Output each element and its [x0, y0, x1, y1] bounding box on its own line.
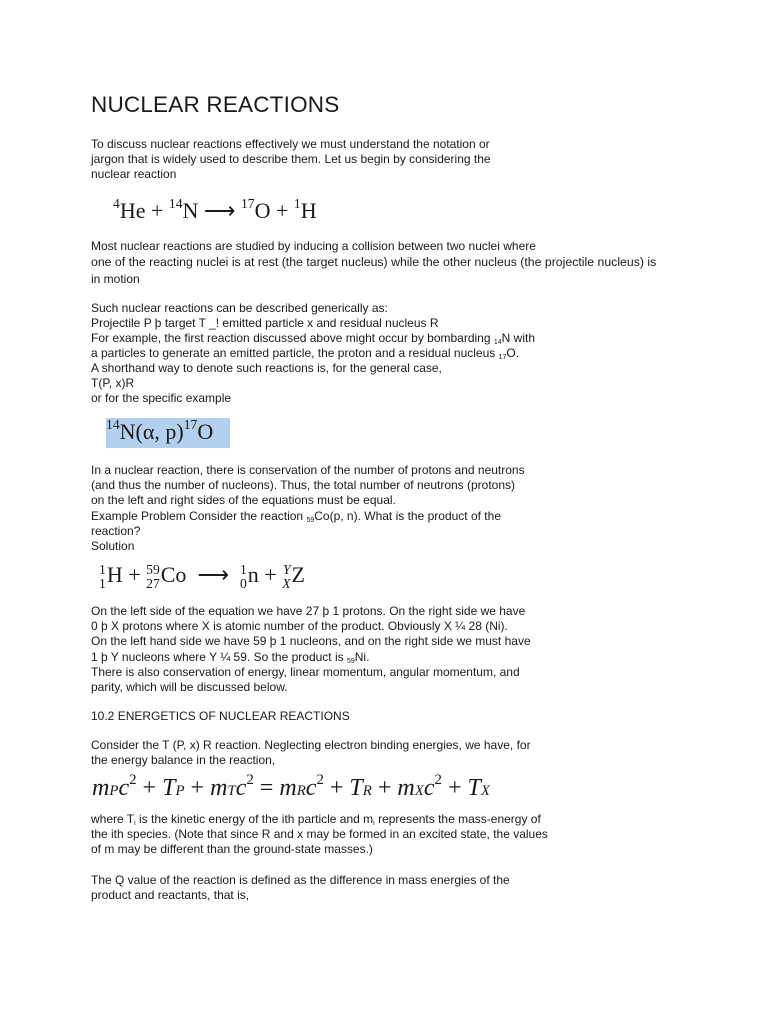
paragraph-line: To discuss nuclear reactions effectively we must understand the notation or: [91, 137, 490, 151]
operator: +: [150, 198, 164, 223]
equation-reaction: [113, 195, 317, 224]
paragraph-line: Consider the T (P, x) R reaction. Neglecting electron binding energies, we have, for: [91, 738, 531, 752]
paragraph-line: in motion: [91, 272, 140, 286]
paragraph-line: product and reactants, that is,: [91, 888, 250, 902]
equation-energy-balance: mPc$^2$ + TP + mTc$^2$ = mRc$^2$ + TR + mXc$^2$ + TX: [92, 771, 490, 801]
paragraph-line: Solution: [91, 539, 135, 553]
equation-shorthand: [106, 416, 214, 445]
paragraph-line: Projectile P þ target T _! emitted particle x and residual nucleus R: [91, 316, 439, 330]
element-symbol: O: [254, 198, 271, 223]
paragraph-line: the ith species. (Note that since R and x may be formed in an excited state, the values: [91, 827, 548, 841]
paragraph-line: In a nuclear reaction, there is conservation of the number of protons and neutrons: [91, 463, 525, 477]
element-symbol: N: [182, 198, 199, 223]
paragraph-line: T(P, x)R: [91, 376, 135, 390]
mass-number: 17: [240, 195, 255, 211]
paragraph-line: parity, which will be discussed below.: [91, 680, 288, 694]
paragraph-line: reaction?: [91, 524, 141, 538]
paragraph-line: of m may be different than the ground-state masses.): [91, 842, 373, 856]
paragraph-line: one of the reacting nuclei is at rest (the target nucleus) while the other nucleus (the projectile nucleus) is: [91, 255, 657, 269]
paragraph-line: a particles to generate an emitted particle, the proton and a residual nucleus $_{17}$O.: [91, 346, 520, 361]
paragraph-line: nuclear reaction: [91, 167, 177, 181]
paragraph-line: Such nuclear reactions can be described generically as:: [91, 301, 388, 315]
paragraph-line: where $T_i$ is the kinetic energy of the ith particle and $m_i$ represents the mass-energy of: [91, 812, 541, 827]
paragraph-line: Most nuclear reactions are studied by inducing a collision between two nuclei where: [91, 239, 536, 253]
paragraph-line: or for the specific example: [91, 391, 232, 405]
paragraph-line: On the left hand side we have 59 þ 1 nucleons, and on the right side we must have: [91, 634, 531, 648]
mass-number: 17: [183, 416, 198, 432]
nuclide-indices: 1 0: [239, 561, 247, 591]
element-symbol: H: [300, 198, 317, 223]
paragraph-line: on the left and right sides of the equations must be equal.: [91, 493, 396, 507]
nuclide-indices: Y X: [282, 561, 291, 591]
paragraph-line: On the left side of the equation we have 27 þ 1 protons. On the right side we have: [91, 604, 526, 618]
paragraph-line: the energy balance in the reaction,: [91, 753, 276, 767]
paragraph-line: jargon that is widely used to describe them. Let us begin by considering the: [91, 152, 491, 166]
mass-number: 14: [106, 416, 120, 432]
paragraph-line: The Q value of the reaction is defined as the difference in mass energies of the: [91, 873, 510, 887]
paragraph-line: Example Problem Consider the reaction $_{59}$Co(p, n). What is the product of the: [91, 509, 501, 524]
equation-problem: 1 1 H + 59 27 Co ⟶ 1 0 n + Y X Z: [99, 561, 305, 591]
element-symbol: O: [197, 419, 214, 444]
mass-number: 4: [113, 195, 120, 211]
nuclide-indices: 1 1: [99, 561, 106, 591]
paragraph-line: (and thus the number of nucleons). Thus, the total number of neutrons (protons): [91, 478, 516, 492]
paragraph-line: There is also conservation of energy, linear momentum, angular momentum, and: [91, 665, 520, 679]
nuclide-indices: 59 27: [146, 561, 160, 591]
mass-number: 14: [168, 195, 183, 211]
element-symbol: He: [119, 198, 146, 223]
section-heading: 10.2 ENERGETICS OF NUCLEAR REACTIONS: [91, 709, 350, 723]
paragraph-line: For example, the first reaction discussed above might occur by bombarding $_{14}$N with: [91, 331, 536, 346]
operator: +: [275, 198, 289, 223]
arrow: ⟶: [203, 198, 236, 223]
paragraph-line: 0 þ X protons where X is atomic number of the product. Obviously X ¼ 28 (Ni).: [91, 619, 508, 633]
reaction-notation: N(α, p): [119, 419, 184, 444]
paragraph-line: 1 þ Y nucleons where Y ¼ 59. So the product is $_{59}$Ni.: [91, 650, 370, 665]
paragraph-line: A shorthand way to denote such reactions is, for the general case,: [91, 361, 442, 375]
page-title: NUCLEAR REACTIONS: [91, 92, 340, 117]
mass-number: 1: [293, 195, 301, 211]
